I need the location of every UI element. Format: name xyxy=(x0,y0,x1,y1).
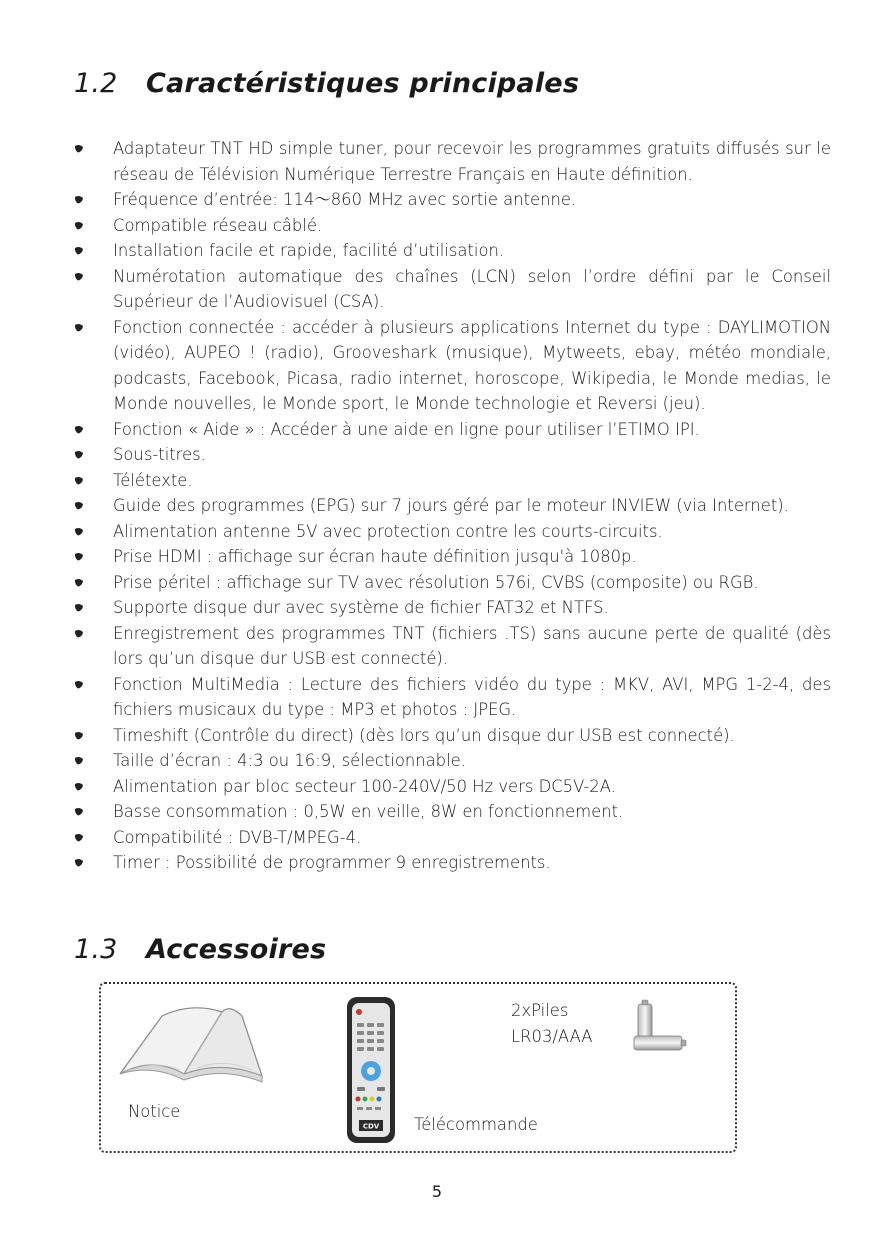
bullet-icon xyxy=(74,552,84,561)
bullet-icon xyxy=(74,323,84,332)
feature-item xyxy=(74,187,831,213)
feature-text: Supporte disque dur avec système de fichier FAT32 et NTFS. xyxy=(113,598,609,617)
feature-text: Télétexte. xyxy=(113,470,193,490)
feature-text: Fréquence d’entrée: 114～860 MHz avec sortie antenne. xyxy=(113,190,577,209)
feature-text: Timeshift (Contrôle du direct) (dès lors qu’un disque dur USB est connecté). xyxy=(113,725,735,745)
bullet-icon xyxy=(74,680,84,689)
section-heading: Caractéristiques principales xyxy=(146,68,580,99)
feature-item xyxy=(74,468,831,494)
feature-item xyxy=(74,799,831,825)
features-list xyxy=(74,136,831,876)
bullet-icon xyxy=(74,527,84,536)
feature-item xyxy=(74,493,831,519)
feature-text: Installation facile et rapide, facilité d’utilisation. xyxy=(113,241,505,260)
bullet-icon xyxy=(74,629,84,638)
feature-item xyxy=(74,825,831,851)
feature-item xyxy=(74,136,831,187)
batteries-icon xyxy=(626,998,692,1058)
feature-item xyxy=(74,850,831,876)
bullet-icon xyxy=(74,603,84,612)
feature-text: Prise péritel : affichage sur TV avec résolution 576i, CVBS (composite) ou RGB. xyxy=(113,572,759,592)
feature-text: Compatible réseau câblé. xyxy=(113,215,323,235)
bullet-icon xyxy=(74,858,84,867)
feature-text: Fonction « Aide » : Accéder à une aide en ligne pour utiliser l’ETIMO IPI. xyxy=(113,419,700,439)
bullet-icon xyxy=(74,501,84,510)
batteries-type-label: LR03/AAA xyxy=(511,1027,593,1046)
feature-item xyxy=(74,774,831,800)
remote-label: Télécommande xyxy=(414,1115,538,1134)
section-title-features xyxy=(74,68,579,99)
bullet-icon xyxy=(74,144,84,153)
feature-item xyxy=(74,315,831,417)
feature-item xyxy=(74,621,831,672)
feature-item xyxy=(74,544,831,570)
bullet-icon xyxy=(74,833,84,842)
bullet-icon xyxy=(74,731,84,740)
feature-text: Fonction MultiMedia : Lecture des fichiers vidéo du type : MKV, AVI, MPG 1-2-4, des fichiers musicaux du type : MP3 et photos : JPEG. xyxy=(113,674,831,719)
feature-text: Prise HDMI : affichage sur écran haute définition jusqu'à 1080p. xyxy=(113,547,637,566)
feature-item xyxy=(74,748,831,774)
bullet-icon xyxy=(74,246,84,255)
bullet-icon xyxy=(74,756,84,765)
feature-item xyxy=(74,519,831,545)
remote-brand-logo: CDV xyxy=(362,1122,380,1131)
feature-text: Taille d’écran : 4:3 ou 16:9, sélectionnable. xyxy=(113,751,466,770)
feature-item xyxy=(74,672,831,723)
bullet-icon xyxy=(74,195,84,204)
feature-item xyxy=(74,570,831,596)
feature-item xyxy=(74,213,831,239)
feature-text: Alimentation par bloc secteur 100-240V/50 Hz vers DC5V-2A. xyxy=(113,776,616,796)
remote-control-icon xyxy=(345,995,397,1145)
bullet-icon xyxy=(74,272,84,281)
open-book-icon xyxy=(112,994,272,1104)
bullet-icon xyxy=(74,221,84,230)
bullet-icon xyxy=(74,476,84,485)
feature-item xyxy=(74,238,831,264)
bullet-icon xyxy=(74,450,84,459)
bullet-icon xyxy=(74,425,84,434)
bullet-icon xyxy=(74,578,84,587)
feature-text: Numérotation automatique des chaînes (LCN) selon l’ordre défini par le Conseil Supérieur de l’Audiovisuel (CSA). xyxy=(113,266,831,311)
feature-text: Compatibilité : DVB-T/MPEG-4. xyxy=(113,827,362,847)
feature-text: Adaptateur TNT HD simple tuner, pour recevoir les programmes gratuits diffusés sur le réseau de Télévision Numérique Terrestre Français en Haute définition. xyxy=(113,139,831,184)
notice-label: Notice xyxy=(128,1102,181,1121)
feature-text: Basse consommation : 0,5W en veille, 8W en fonctionnement. xyxy=(113,802,624,821)
feature-text: Sous-titres. xyxy=(113,445,206,464)
section-heading: Accessoires xyxy=(146,934,327,965)
feature-text: Fonction connectée : accéder à plusieurs applications Internet du type : DAYLIMOTION (vidéo), AUPEO ! (radio), Grooveshark (musique), Mytweets, ebay, météo mondiale, podcasts, Facebook, Picasa, radio internet, horoscope, Wikipedia, le Monde medias, le Monde nouvelles, le Monde sport, le Monde technologie et Reversi (jeu). xyxy=(113,317,831,413)
section-number: 1.3 xyxy=(74,934,118,965)
feature-item xyxy=(74,264,831,315)
bullet-icon xyxy=(74,807,84,816)
section-title-accessories xyxy=(74,934,326,965)
bullet-icon xyxy=(74,782,84,791)
section-number: 1.2 xyxy=(74,68,118,99)
batteries-label: 2xPiles xyxy=(511,1001,569,1020)
feature-text: Timer : Possibilité de programmer 9 enregistrements. xyxy=(113,853,551,872)
feature-item xyxy=(74,723,831,749)
feature-item xyxy=(74,595,831,621)
feature-text: Alimentation antenne 5V avec protection contre les courts-circuits. xyxy=(113,521,663,541)
feature-item xyxy=(74,442,831,468)
feature-text: Enregistrement des programmes TNT (fichiers .TS) sans aucune perte de qualité (dès lors qu’un disque dur USB est connecté). xyxy=(113,623,831,668)
page-number: 5 xyxy=(431,1182,443,1201)
feature-text: Guide des programmes (EPG) sur 7 jours géré par le moteur INVIEW (via Internet). xyxy=(113,496,789,515)
feature-item xyxy=(74,417,831,443)
